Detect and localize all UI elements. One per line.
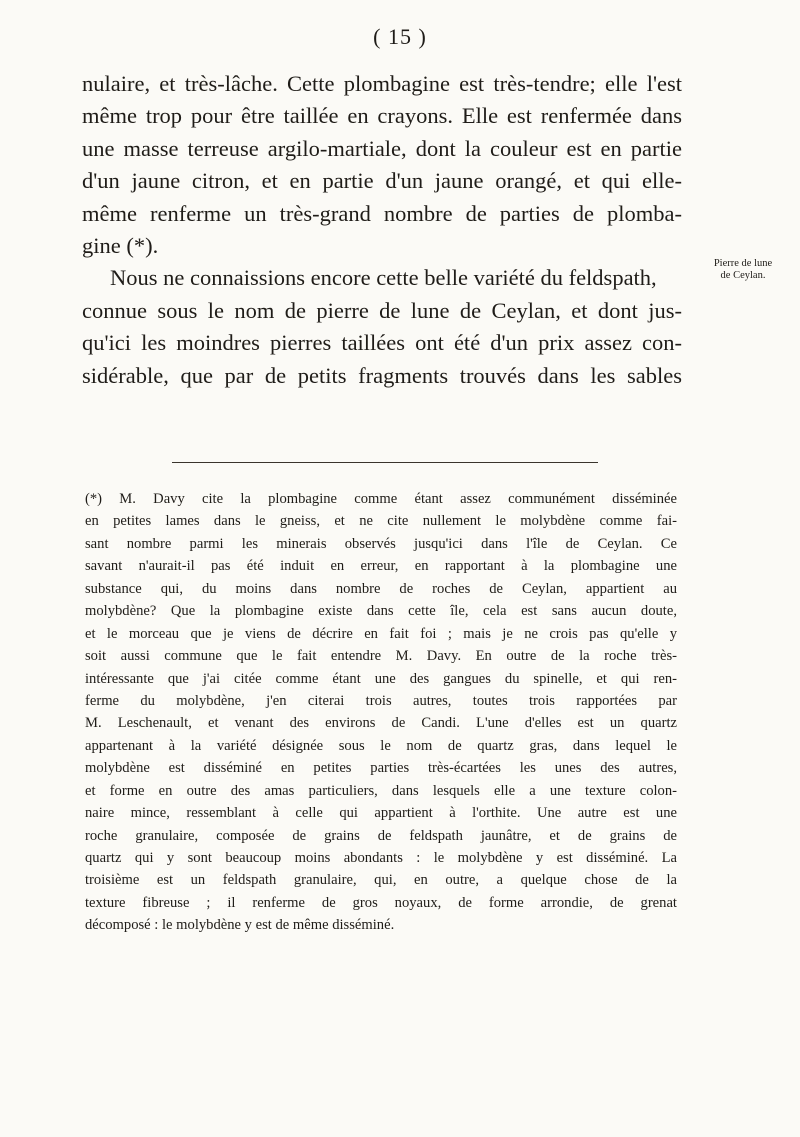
page-number: ( 15 ) bbox=[373, 24, 427, 49]
footnote-line: et forme en outre des amas particuliers, dans lesquels elle a une texture colon- bbox=[85, 782, 677, 799]
footnote-line: intéressante que j'ai citée comme étant une des gangues du spinelle, et qui ren- bbox=[85, 670, 677, 687]
footnote-separator bbox=[172, 462, 598, 463]
footnote-line: texture fibreuse ; il renferme de gros noyaux, de forme arrondie, de grenat bbox=[85, 894, 677, 911]
footnote-line: décomposé : le molybdène y est de même disséminé. bbox=[85, 917, 395, 934]
text-line: une masse terreuse argilo-martiale, dont la couleur est en partie bbox=[82, 135, 682, 161]
text-line: sidérable, que par de petits fragments trouvés dans les sables bbox=[82, 362, 682, 388]
text-line: d'un jaune citron, et en partie d'un jaune orangé, et qui elle- bbox=[82, 168, 682, 194]
footnote-block bbox=[85, 488, 677, 937]
main-text-block bbox=[82, 68, 682, 392]
text-line: nulaire, et très-lâche. Cette plombagine est très-tendre; elle l'est bbox=[82, 71, 682, 96]
footnote-line: troisième est un feldspath granulaire, qui, en outre, a quelque chose de la bbox=[85, 872, 677, 889]
footnote-line: roche granulaire, composée de grains de feldspath jaunâtre, et de grains de bbox=[85, 827, 677, 844]
footnote-line: molybdène? Que la plombagine existe dans cette île, cela est sans aucun doute, bbox=[85, 603, 677, 620]
footnote-line: naire mince, ressemblant à celle qui appartient à l'orthite. Une autre est une bbox=[85, 805, 677, 822]
text-line: même renferme un très-grand nombre de parties de plomba- bbox=[82, 200, 682, 226]
text-line: même trop pour être taillée en crayons. Elle est renfermée dans bbox=[82, 103, 682, 129]
footnote-line: M. Leschenault, et venant des environs de Candi. L'une d'elles est un quartz bbox=[85, 715, 677, 732]
footnote-line: en petites lames dans le gneiss, et ne cite nullement le molybdène comme fai- bbox=[85, 513, 677, 530]
footnote-line: et le morceau que je viens de décrire en fait foi ; mais je ne crois pas qu'elle y bbox=[85, 625, 677, 642]
text-line: connue sous le nom de pierre de lune de Ceylan, et dont jus- bbox=[82, 297, 682, 323]
margin-note-line: de Ceylan. bbox=[720, 270, 766, 281]
footnote-line: savant n'aurait-il pas été induit en erreur, en rapportant à la plombagine une bbox=[85, 558, 677, 575]
footnote-line: ferme du molybdène, j'en citerai trois autres, toutes trois rapportées par bbox=[85, 692, 677, 709]
footnote-line: soit aussi commune que le fait entendre M. Davy. En outre de la roche très- bbox=[85, 648, 677, 665]
footnote-line: sant nombre parmi les minerais observés jusqu'ici dans l'île de Ceylan. Ce bbox=[85, 535, 677, 552]
text-line: Nous ne connaissions encore cette belle variété du feldspath, bbox=[110, 265, 657, 291]
footnote-line: (*) M. Davy cite la plombagine comme étant assez communément disséminée bbox=[85, 491, 677, 507]
margin-note-line: Pierre de lune bbox=[713, 258, 773, 269]
footnote-line: appartenant à la variété désignée sous le nom de quartz gras, dans lequel le bbox=[85, 737, 677, 754]
footnote-line: molybdène est disséminé en petites parties très-écartées les unes des autres, bbox=[85, 760, 677, 777]
footnote-line: quartz qui y sont beaucoup moins abondants : le molybdène y est disséminé. La bbox=[85, 850, 677, 866]
text-line: qu'ici les moindres pierres taillées ont été d'un prix assez con- bbox=[82, 330, 682, 356]
margin-note bbox=[693, 258, 793, 282]
footnote-line: substance qui, du moins dans nombre de roches de Ceylan, appartient au bbox=[85, 580, 677, 597]
text-line: gine (*). bbox=[82, 232, 159, 258]
